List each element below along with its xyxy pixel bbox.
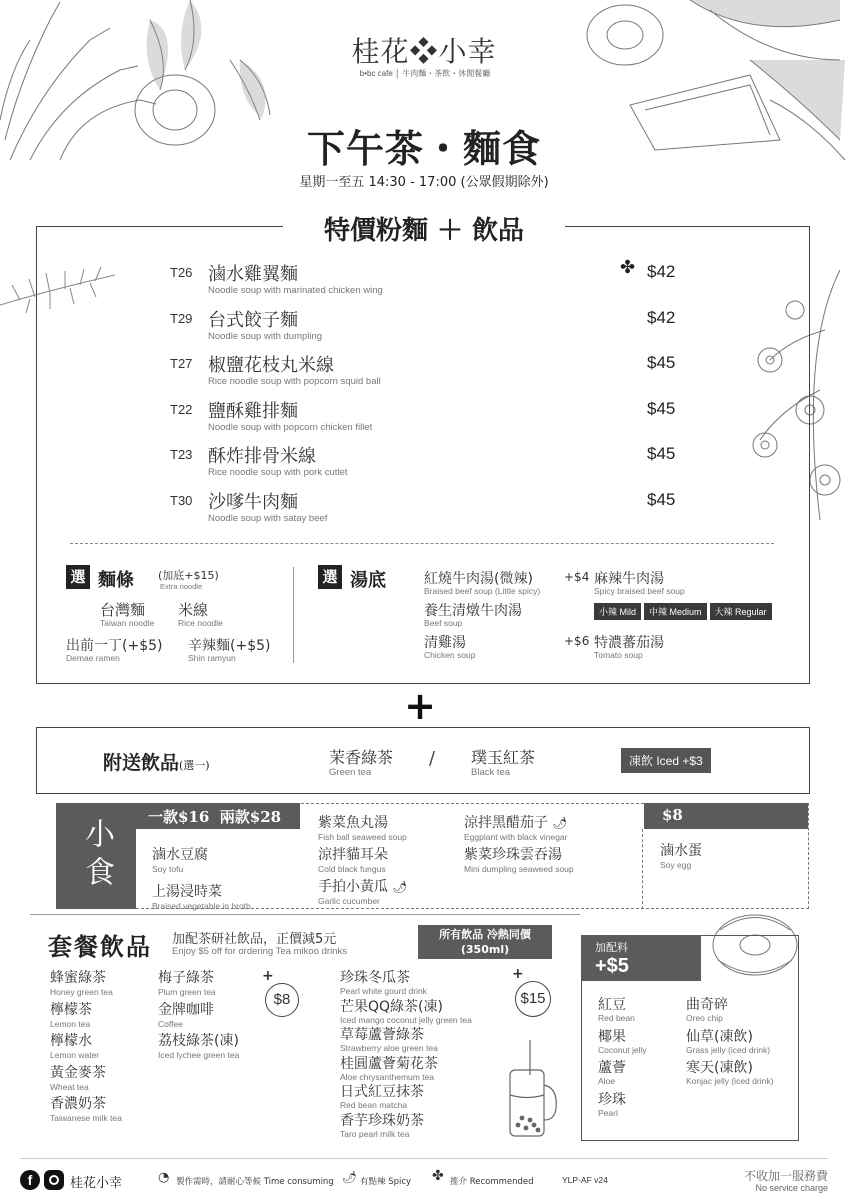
choose-badge: 選	[66, 565, 90, 589]
item-name-zh: 鹽酥雞排麵	[208, 400, 298, 422]
drink-item-en: Coffee	[158, 1018, 183, 1029]
drink-item-zh: 檸檬水	[50, 1033, 92, 1049]
drink-option: 茉香綠茶	[329, 748, 394, 767]
extra-noodle-zh: (加底+$15)	[158, 569, 219, 582]
drink-item-zh: 梅子綠茶	[158, 970, 214, 986]
drink-option-en: Black tea	[471, 767, 511, 778]
noodle-option: 台灣麵	[100, 601, 146, 619]
snack-item-en: Eggplant with black vinegar	[464, 832, 568, 842]
soup-option-en: Spicy braised beef soup	[594, 586, 685, 596]
drink-item-en: Plum green tea	[158, 987, 216, 997]
drink-item-en: Lemon tea	[50, 1018, 91, 1029]
drink-item-en: Pearl white gourd drink	[340, 986, 427, 996]
instagram-icon[interactable]	[44, 1170, 64, 1190]
noodle-choice-block	[66, 565, 296, 675]
drink-item-zh: 金牌咖啡	[158, 1001, 214, 1018]
drink-item-en: Wheat tea	[50, 1081, 89, 1092]
soup-choice-block	[318, 565, 808, 675]
topping-en: Aloe	[598, 1076, 616, 1086]
snacks-title: 小食	[79, 818, 114, 894]
item-code: T26	[170, 265, 193, 280]
recommended-icon: ✤	[620, 257, 636, 278]
snack-item-en: Fish ball seaweed soup	[318, 832, 407, 842]
topping-zh: 珍珠	[598, 1091, 626, 1108]
set-drinks-rule	[30, 914, 580, 915]
spice-medium-tag: 中辣 Medium	[644, 603, 707, 620]
snack-item-en: Soy egg	[660, 860, 692, 870]
spicy-icon: 🌶	[342, 1170, 358, 1184]
plus-sign: +	[404, 684, 436, 728]
snack-item-zh: 涼拌黑醋茄子	[464, 815, 548, 831]
time-consuming-icon: ◔	[158, 1170, 170, 1185]
soup-option: 養生清燉牛肉湯	[424, 603, 522, 619]
snack-item-row	[318, 876, 408, 896]
price-circle-15	[515, 981, 551, 1017]
snack-col-3	[464, 812, 574, 874]
drink-item-en: Iced lychee green tea	[158, 1050, 240, 1060]
noodle-option-en: Demae ramen	[66, 653, 120, 663]
snack-item-zh: 涼拌貓耳朵	[318, 847, 388, 863]
drink-item-zh: 蜂蜜綠茶	[50, 970, 106, 986]
free-drink-choose-one: (選一)	[179, 759, 210, 772]
item-name-zh: 椒鹽花枝丸米線	[208, 355, 334, 376]
snack-item-zh: 紫菜珍珠雲吞湯	[464, 847, 562, 863]
page-title: 下午茶・麵食	[306, 126, 541, 171]
same-price-line2: (350ml)	[460, 943, 510, 956]
version-code: YLP-AF v24	[562, 1175, 608, 1185]
noodle-option-en: Shin ramyun	[188, 653, 236, 663]
noodle-option-en: Taiwan noodle	[100, 618, 155, 628]
choose-badge: 選	[318, 565, 342, 589]
toppings-col-left	[598, 998, 647, 1117]
free-drink-box	[36, 727, 810, 794]
item-code: T30	[170, 492, 193, 508]
snacks-egg-price-band: $8	[644, 803, 808, 829]
drink-item-zh: 檸檬茶	[50, 1001, 92, 1018]
snacks-price-band: 一款$16 兩款$28	[136, 803, 300, 829]
drink-option-en: Green tea	[329, 767, 372, 778]
noodle-option: 辛辣麵(+$5)	[188, 638, 271, 654]
item-price: $45	[647, 444, 676, 463]
item-code: T23	[170, 447, 193, 462]
item-name-en: Noodle soup with satay beef	[208, 512, 328, 524]
snack-item-zh: 滷水蛋	[660, 843, 702, 859]
drink-col-1	[50, 971, 122, 1123]
toppings-price: +$5	[595, 955, 629, 977]
drink-col-3	[340, 971, 472, 1138]
topping-zh: 仙草(凍飲)	[686, 1028, 753, 1045]
dashed-divider	[70, 543, 774, 544]
item-name-en: Rice noodle soup with popcorn squid ball	[208, 376, 381, 387]
soup-option-en: Chicken soup	[424, 650, 476, 660]
snack-item-row	[464, 812, 574, 832]
drink-item-en: Strawberry aloe green tea	[340, 1043, 438, 1053]
menu-item	[170, 306, 690, 352]
spice-level-tags	[594, 600, 775, 620]
legend-spicy: 有點辣 Spicy	[360, 1177, 412, 1187]
noodle-option-en: Rice noodle	[178, 618, 223, 628]
item-name-en: Rice noodle soup with pork cutlet	[208, 467, 348, 478]
topping-en: Red bean	[598, 1013, 635, 1023]
menu-item	[170, 488, 690, 534]
drink-jar-illustration	[500, 1040, 558, 1140]
toppings-col-right	[686, 998, 773, 1086]
free-drink-title: 附送飲品	[103, 752, 180, 774]
soup-option: 清雞湯	[424, 635, 466, 651]
soup-choice-title: 湯底	[350, 570, 386, 591]
extra-noodle-en: Extra noodle	[160, 582, 203, 591]
drink-item-zh: 荔枝綠茶(凍)	[158, 1033, 239, 1049]
drink-option: 璞玉紅茶	[471, 748, 536, 767]
snack-col-1	[152, 844, 251, 911]
same-price-badge	[418, 925, 552, 959]
spicy-icon: 🌶	[392, 880, 408, 894]
drink-item-en: Taro pearl milk tea	[340, 1128, 410, 1139]
snack-col-2	[318, 812, 408, 906]
item-code: T29	[170, 310, 193, 326]
toppings-price-band	[581, 935, 701, 981]
soup-option: 特濃蕃茄湯	[594, 635, 664, 651]
topping-en: Grass jelly (iced drink)	[686, 1044, 771, 1055]
soup-option: 麻辣牛肉湯	[594, 571, 664, 587]
toppings-label: 加配料	[595, 941, 628, 954]
menu-item	[170, 257, 690, 306]
topping-en: Konjac jelly (iced drink)	[686, 1076, 774, 1086]
drink-item-zh: 香濃奶茶	[50, 1096, 106, 1112]
facebook-icon[interactable]: f	[20, 1170, 40, 1190]
price-15: $15	[520, 990, 546, 1007]
footer-brand: 桂花小幸	[70, 1176, 123, 1191]
snack-item-zh: 紫菜魚丸湯	[318, 815, 388, 831]
drink-item-en: Taiwanese milk tea	[50, 1113, 122, 1123]
item-name-zh: 台式餃子麵	[208, 309, 298, 331]
free-drink-label	[103, 748, 210, 775]
noodle-menu-list	[170, 257, 690, 533]
logo-tagline: 牛肉麵・茶飲・休閒餐廳	[402, 69, 491, 78]
no-service-charge-en: No service charge	[755, 1183, 828, 1193]
set-drinks-promo-zh: 加配茶研社飲品，正價減5元	[172, 932, 337, 947]
logo-subtitle: b•bc cafe │ 牛肉麵・茶飲・休閒餐廳	[359, 69, 491, 78]
item-name-en: Noodle soup with dumpling	[208, 330, 323, 342]
drink-item-en: Honey green tea	[50, 987, 113, 997]
spice-mild-tag: 小辣 Mild	[594, 603, 641, 620]
item-name-en: Noodle soup with popcorn chicken fillet	[208, 421, 373, 433]
item-price: $42	[647, 262, 676, 281]
snacks-divider	[642, 829, 643, 909]
drink-item-en: Iced mango coconut jelly green tea	[340, 1014, 472, 1025]
item-price: $45	[647, 489, 676, 509]
item-price: $42	[647, 307, 676, 327]
snacks-side-title	[56, 803, 136, 909]
topping-zh: 紅豆	[598, 997, 626, 1013]
drink-col-2	[158, 971, 239, 1060]
drink-separator: /	[429, 748, 436, 769]
set-drinks-promo-en: Enjoy $5 off for ordering Tea mikoo drinks	[172, 946, 347, 957]
drink-item-zh: 草莓蘆薈綠茶	[340, 1027, 424, 1043]
drink-item-zh: 黃金麥茶	[50, 1064, 106, 1081]
soup-option-en: Beef soup	[424, 618, 463, 628]
drink-item-en: Lemon water	[50, 1050, 100, 1060]
price-8: $8	[273, 991, 291, 1008]
legend-recommended: 推介 Recommended	[450, 1177, 534, 1187]
soup-surcharge: +$4	[564, 570, 590, 584]
snack-item-en: Mini dumpling seaweed soup	[464, 864, 574, 874]
item-code: T22	[170, 401, 193, 417]
menu-item	[170, 397, 690, 443]
drink-item-en: Aloe chrysanthemum tea	[340, 1071, 435, 1082]
snack-item-zh: 滷水豆腐	[152, 847, 208, 863]
item-price: $45	[647, 398, 676, 418]
menu-item	[170, 442, 690, 488]
footer-rule	[20, 1158, 828, 1159]
topping-zh: 寒天(凍飲)	[686, 1060, 753, 1076]
plus-icon: +	[262, 968, 274, 984]
spicy-icon: 🌶	[552, 816, 568, 830]
drink-item-zh: 日式紅豆抹茶	[340, 1084, 424, 1100]
drink-item-en: Red bean matcha	[340, 1100, 408, 1110]
soup-surcharge: +$6	[564, 634, 590, 648]
opening-hours: 星期一至五 14:30 - 17:00 (公眾假期除外)	[299, 175, 549, 190]
topping-en: Oreo chip	[686, 1013, 723, 1023]
noodle-section-heading: 特價粉麵 ＋ 飲品	[283, 210, 565, 247]
noodle-choice-title: 麵條	[98, 570, 134, 591]
plus-icon: +	[512, 966, 524, 982]
drink-item-zh: 珍珠冬瓜茶	[340, 970, 410, 986]
legend-time-consuming: 製作需時，請耐心等候 Time consuming	[176, 1177, 334, 1187]
soup-option-en: Braised beef soup (Little spicy)	[424, 586, 541, 596]
snack-item-en: Braised vegetable in broth	[152, 901, 251, 911]
snack-item-zh: 手拍小黃瓜	[318, 879, 388, 895]
snack-item-en: Cold black fungus	[318, 864, 386, 874]
drink-item-zh: 芒果QQ綠茶(凍)	[340, 998, 443, 1015]
logo: 桂花❖小幸	[351, 35, 497, 68]
item-name-zh: 酥炸排骨米線	[208, 446, 316, 467]
snack-item-zh: 上湯浸時菜	[152, 884, 222, 900]
recommended-icon: ✤	[432, 1168, 444, 1184]
item-name-zh: 滷水雞翼麵	[208, 264, 298, 285]
snack-col-4	[660, 840, 702, 870]
topping-en: Coconut jelly	[598, 1044, 647, 1055]
no-service-charge-zh: 不收加一服務費	[743, 1169, 828, 1183]
choice-divider	[293, 567, 294, 663]
botanical-illustration-top-left	[0, 0, 280, 165]
topping-zh: 曲奇碎	[686, 997, 728, 1013]
drink-item-zh: 桂圓蘆薈菊花茶	[340, 1055, 438, 1072]
soup-option: 紅燒牛肉湯(微辣)	[424, 571, 533, 587]
same-price-line1: 所有飲品 冷熱同價	[439, 928, 531, 941]
snack-item-en: Soy tofu	[152, 864, 184, 874]
iced-surcharge-badge: 凍飲 Iced +$3	[621, 748, 711, 773]
snack-item-en: Garlic cucumber	[318, 896, 380, 906]
item-price: $45	[647, 353, 676, 372]
price-circle-8	[265, 983, 299, 1017]
item-code: T27	[170, 356, 193, 371]
item-name-zh: 沙嗲牛肉麵	[208, 491, 298, 513]
drink-item-zh: 香芋珍珠奶茶	[340, 1112, 424, 1129]
botanical-illustration-top-right	[570, 0, 848, 165]
set-drinks-title: 套餐飲品	[48, 932, 152, 961]
item-name-en: Noodle soup with marinated chicken wing	[208, 285, 383, 296]
menu-item	[170, 351, 690, 397]
soup-option-en: Tomato soup	[594, 650, 643, 660]
logo-sub-en: b•bc cafe	[359, 69, 393, 78]
noodle-option: 米線	[178, 601, 209, 619]
topping-en: Pearl	[598, 1107, 618, 1118]
noodle-option: 出前一丁(+$5)	[66, 638, 163, 654]
spice-regular-tag: 大辣 Regular	[710, 603, 772, 620]
topping-zh: 椰果	[598, 1028, 626, 1045]
topping-zh: 蘆薈	[598, 1060, 626, 1076]
